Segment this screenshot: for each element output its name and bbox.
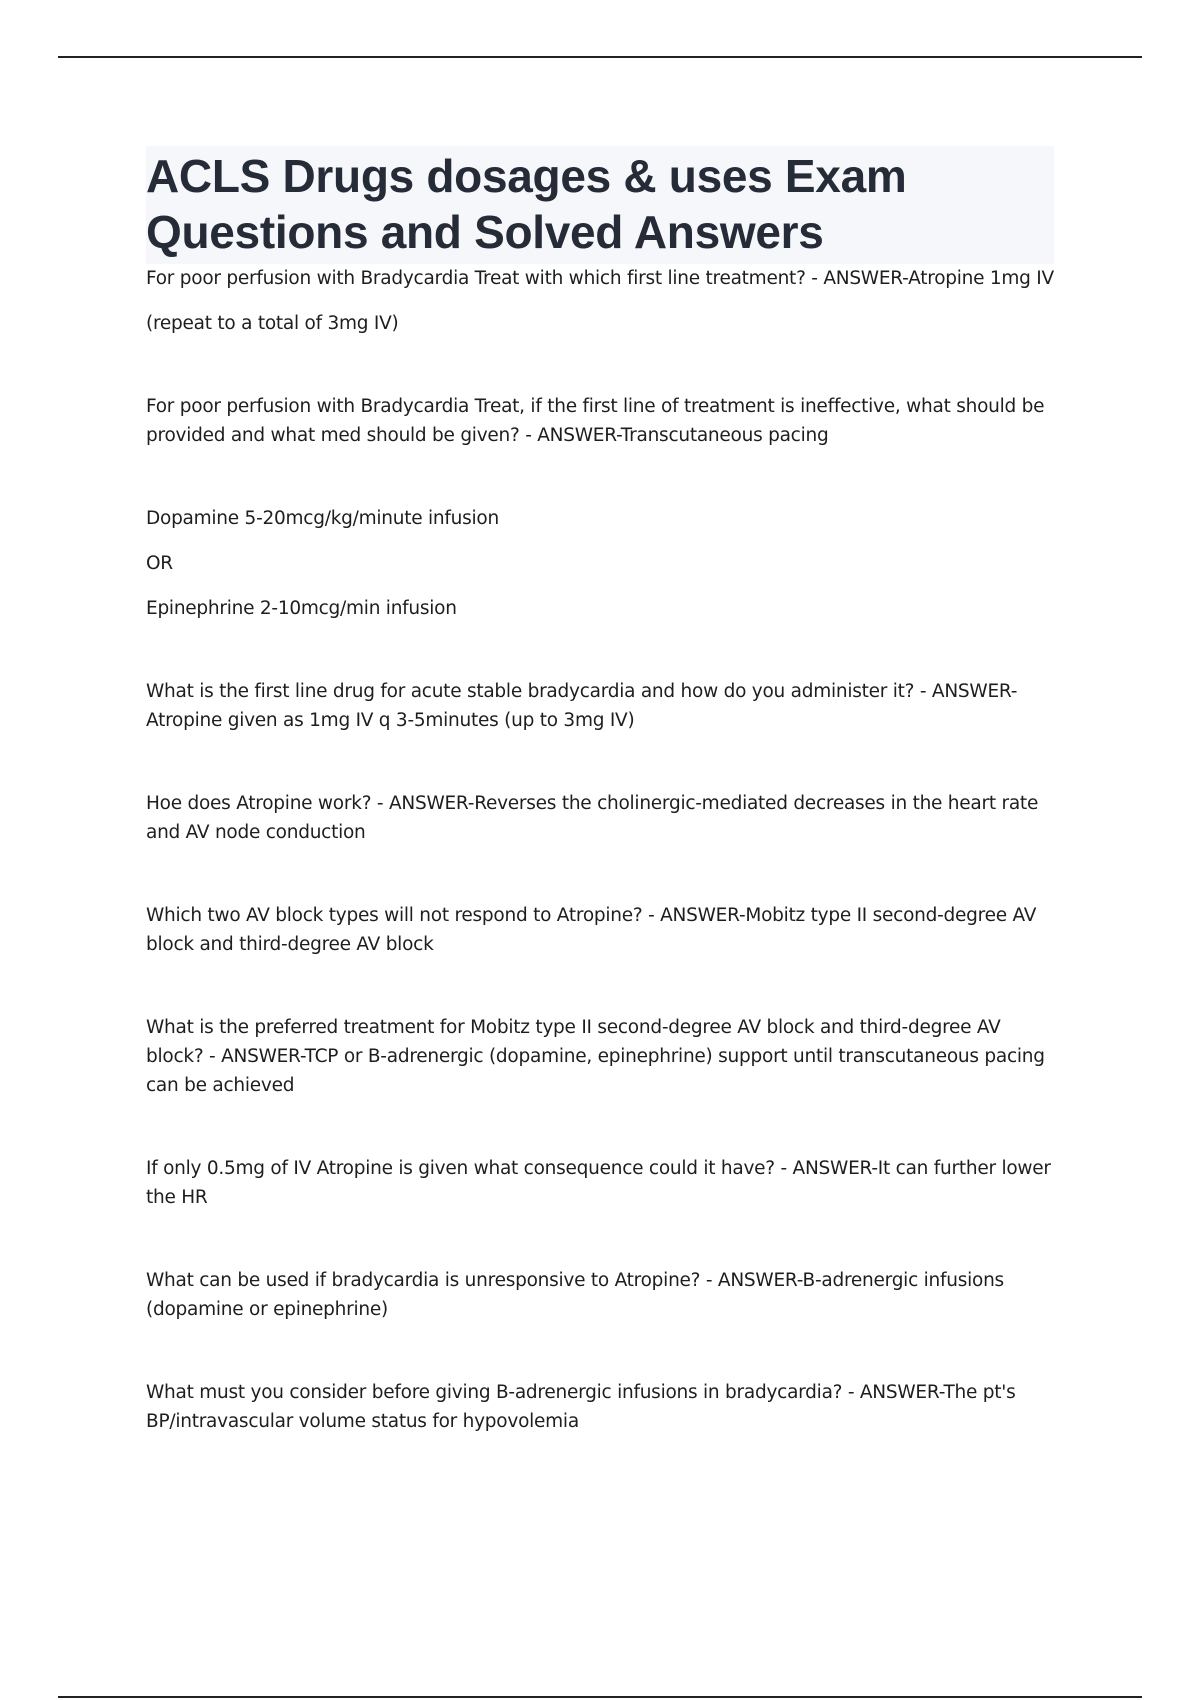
qa-entry-8: What can be used if bradycardia is unresponsive to Atropine? - ANSWER-B-adrenergic infusions (dopamine or epinephrine) bbox=[146, 1270, 1004, 1320]
qa-entry-4: Hoe does Atropine work? - ANSWER-Reverses the cholinergic-mediated decreases in the heart rate and AV node conduction bbox=[146, 793, 1039, 843]
document-body bbox=[146, 146, 1054, 1436]
qa-entry-5: Which two AV block types will not respond to Atropine? - ANSWER-Mobitz type II second-degree AV block and third-degree AV block bbox=[146, 905, 1037, 955]
qa-entry-3: What is the first line drug for acute stable bradycardia and how do you administer it? - ANSWER-Atropine given as 1mg IV q 3-5minutes (up to 3mg IV) bbox=[146, 681, 1018, 731]
document-title: ACLS Drugs dosages & uses Exam Questions and Solved Answers bbox=[146, 146, 1054, 264]
qa-entry-1-note: (repeat to a total of 3mg IV) bbox=[146, 313, 399, 334]
qa-entry-7: If only 0.5mg of IV Atropine is given what consequence could it have? - ANSWER-It can further lower the HR bbox=[146, 1158, 1051, 1208]
qa-entry-2-option-b: Epinephrine 2-10mcg/min infusion bbox=[146, 598, 457, 619]
qa-entry-6: What is the preferred treatment for Mobitz type II second-degree AV block and third-degree AV block? - ANSWER-TCP or B-adrenergic (dopamine, epinephrine) support until transcutaneous pacing can be achieved bbox=[146, 1017, 1045, 1096]
qa-entry-9: What must you consider before giving B-adrenergic infusions in bradycardia? - ANSWER-The pt's BP/intravascular volume status for hypovolemia bbox=[146, 1382, 1016, 1432]
qa-entry-2-option-a: Dopamine 5-20mcg/kg/minute infusion bbox=[146, 508, 499, 529]
qa-entry-2: For poor perfusion with Bradycardia Treat, if the first line of treatment is ineffective, what should be provided and what med should be given? - ANSWER-Transcutaneous pacing bbox=[146, 396, 1045, 446]
footer-rule bbox=[58, 1696, 1142, 1698]
qa-entry-2-or: OR bbox=[146, 553, 173, 574]
header-rule bbox=[58, 56, 1142, 58]
qa-entry-1: For poor perfusion with Bradycardia Treat with which first line treatment? - ANSWER-Atropine 1mg IV bbox=[146, 268, 1054, 289]
